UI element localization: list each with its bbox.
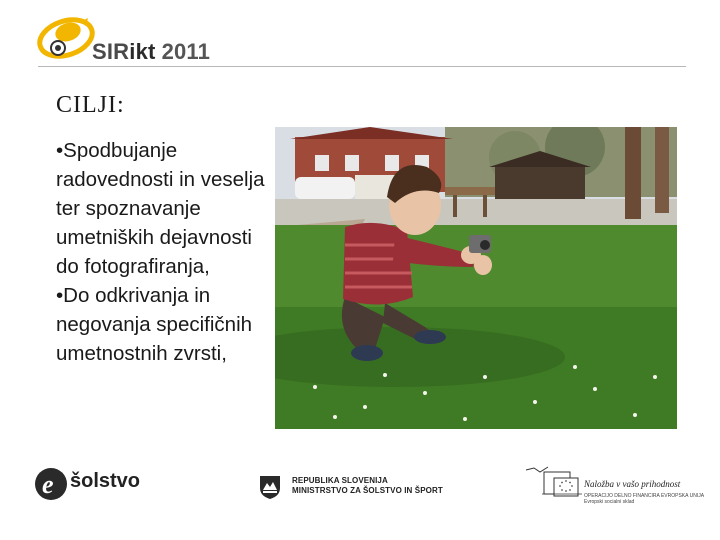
bullet-list (56, 136, 271, 368)
ministry-name-line1: REPUBLIKA SLOVENIJA (292, 476, 388, 485)
eu-fine-print-1: OPERACIJO DELNO FINANCIRA EVROPSKA UNIJA (584, 493, 705, 499)
coat-of-arms-icon (258, 474, 282, 500)
sirikt-logo (36, 14, 226, 66)
photo-child-with-camera (275, 127, 677, 429)
svg-text:e: e (42, 470, 54, 499)
sirikt-wordmark: SIRikt 2011 (92, 39, 211, 64)
eu-fine-print-2: Evropski socialni sklad (584, 499, 635, 505)
slide-title: CILJI: (56, 92, 125, 118)
ministry-name-line2: MINISTRSTVO ZA ŠOLSTVO IN ŠPORT (292, 486, 443, 495)
ministry-logo (258, 474, 458, 502)
eu-slogan: Naložba v vašo prihodnost (584, 479, 681, 489)
eu-fund-logo (522, 464, 705, 506)
eu-flag-icon (522, 464, 584, 506)
header-divider (38, 66, 686, 67)
e-icon (34, 466, 68, 502)
bullet-item: •Do odkrivanja in negovanja specifičnih umetnostnih zvrsti, (56, 284, 253, 365)
esolstvo-logo (34, 466, 154, 502)
bullet-item: •Spodbujanje radovednosti in veselja ter spoznavanje umetniških dejavnosti do fotografiranja, (56, 139, 265, 278)
esolstvo-label: šolstvo (70, 470, 141, 492)
